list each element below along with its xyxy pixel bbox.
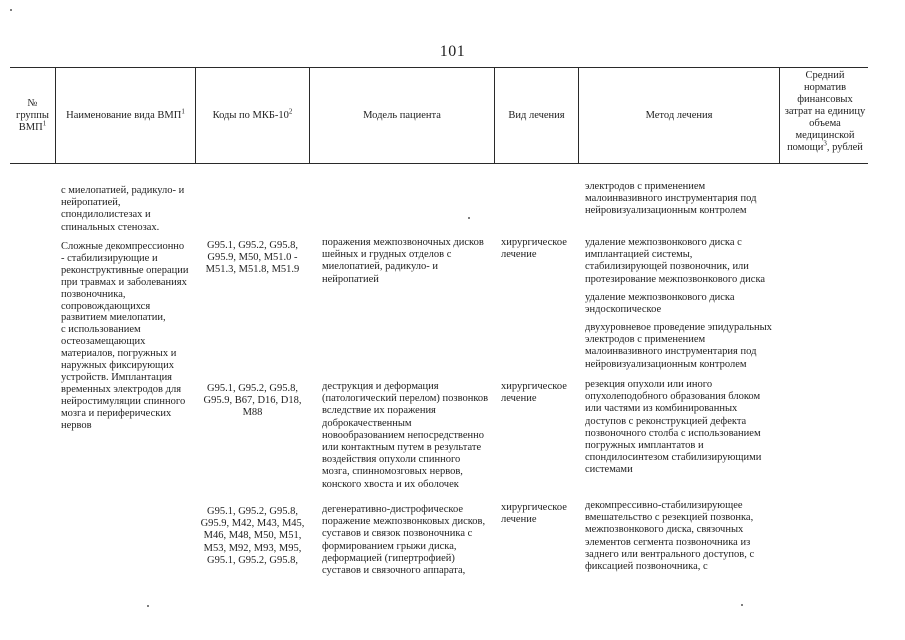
header-treatment-type (495, 68, 578, 163)
row1-icd-codes: G95.1, G95.2, G95.8, G95.9, M50, M51.0 - M51.3, M51.8, M51.9 (205, 240, 300, 276)
row1-treatment-type: хирургическое лечение (501, 237, 567, 261)
row1-method-3: двухуровневое проведение эпидуральных электродов с применением малоинвазивного инструментария под нейровизуализационным контролем (585, 322, 772, 370)
header-group-no (10, 68, 55, 163)
header-cost (780, 62, 870, 162)
scan-speck (468, 217, 470, 219)
header-cost-text: Средний норматив финансовых затрат на единицу объема медицинской помощи (784, 70, 866, 153)
header-patient-model-text: Модель пациента (363, 109, 441, 121)
row1-method-2: удаление межпозвонкового диска эндоскопическое (585, 292, 735, 316)
row3-icd-codes: G95.1, G95.2, G95.8, G95.9, M42, M43, M45, M46, M48, M50, M51, M53, M92, M93, M95, G95.1, G95.2, G95.8, (200, 506, 305, 566)
header-vmp-name-sup: 1 (181, 107, 185, 115)
header-bottom-border (10, 163, 868, 164)
page-number: 101 (439, 43, 466, 60)
header-group-no-text: № группы ВМП (16, 97, 49, 133)
header-patient-model (310, 68, 494, 163)
row2-icd-codes: G95.1, G95.2, G95.8, G95.9, B67, D16, D18, M88 (203, 383, 302, 419)
header-icd-codes-text: Коды по МКБ-10 (212, 109, 289, 121)
header-group-no-sup: 1 (42, 119, 47, 127)
header-vmp-name (56, 68, 195, 163)
continued-vmp-name: с миелопатией, радикуло- и нейропатией, спондилолистезах и спинальных стенозах. (61, 185, 185, 233)
header-treatment-method (579, 68, 779, 163)
row2-method: резекция опухоли или иного опухолеподобного образования блоком или частями из комбинированных доступов с реконструкцией дефекта позвоночного столба с использованием погружных имплантатов и спондилосинтезом стабилизирующими системами (585, 379, 762, 476)
header-cost-unit: , рублей (826, 142, 863, 153)
header-icd-codes (196, 68, 309, 163)
header-treatment-method-text: Метод лечения (645, 109, 713, 121)
row1-patient-model: поражения межпозвоночных дисков шейных и грудных отделов с миелопатией, радикуло- и нейропатией (322, 237, 484, 285)
header-vmp-name-text: Наименование вида ВМП (66, 109, 182, 121)
continued-method: электродов с применением малоинвазивного инструментария под нейровизуализационным контролем (585, 181, 757, 217)
row1-method-1: удаление межпозвонкового диска с имплантацией системы, стабилизирующей позвоночник, или протезирование межпозвонкового диска (585, 237, 766, 285)
scan-speck (741, 604, 743, 606)
scan-speck (147, 605, 149, 607)
row3-method: декомпрессивно-стабилизирующее вмешательство с резекцией позвонка, межпозвонкового диска, связочных элементов сегмента позвоночника из заднего или вентрального доступов, с фиксацией позвоночника, с (585, 500, 755, 573)
header-cost-sup: 3 (823, 139, 827, 148)
row3-patient-model: дегенеративно-дистрофическое поражение межпозвонковых дисков, суставов и связок позвоночника с формированием грыжи диска, деформацией (гипертрофией) суставов и связочного аппарата, (322, 504, 486, 577)
header-treatment-type-text: Вид лечения (508, 109, 565, 121)
row3-treatment-type: хирургическое лечение (501, 502, 567, 526)
header-icd-codes-sup: 2 (288, 107, 293, 115)
row2-patient-model: деструкция и деформация (патологический перелом) позвонков вследствие их поражения доброкачественным новообразованием непосредственно или контактным путем в результате воздействия опухоли спинного мозга, спинномозговых нервов, конского хвоста и их оболочек (322, 381, 489, 490)
vmp-name-complex-decompression: Сложные декомпрессионно - стабилизирующие и реконструктивные операции при травмах и заболеваниях позвоночника, сопровождающихся развитием миелопатии, с использованием остеозамещающих материалов, погружных и наружных фиксирующих устройств. Имплантация временных электродов для нейростимуляции спинного мозга и периферических нервов (61, 241, 189, 431)
scan-speck (10, 9, 12, 11)
row2-treatment-type: хирургическое лечение (501, 381, 567, 405)
